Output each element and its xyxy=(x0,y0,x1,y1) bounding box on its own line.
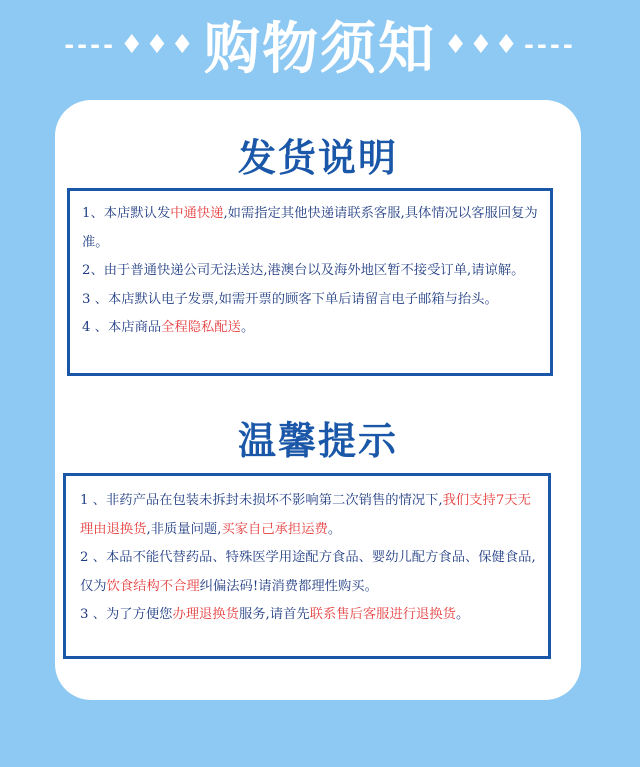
left-dashes: ---- xyxy=(64,31,117,59)
tips-box xyxy=(63,473,551,659)
right-decoration xyxy=(444,30,580,60)
tips-section-title: 温馨提示 xyxy=(237,418,398,463)
page-title: 购物须知 xyxy=(204,17,436,82)
shipping-section-title: 发货说明 xyxy=(237,135,398,180)
left-diamond-icons: ♦♦♦ xyxy=(120,30,196,60)
tips-item-3: 3 、为了方便您办理退换货服务,请首先联系售后客服进行退换货。 xyxy=(80,607,470,622)
shipping-item-2: 2、由于普通快递公司无法送达,港澳台以及海外地区暂不接受订单,请谅解。 xyxy=(82,263,525,278)
shipping-box xyxy=(67,188,553,376)
right-dashes: ---- xyxy=(523,31,576,59)
shipping-item-3: 3 、本店默认电子发票,如需开票的顾客下单后请留言电子邮箱与抬头。 xyxy=(82,291,498,307)
shipping-item-1: 1、本店默认发中通快递,如需指定其他快递请联系客服,具体情况以客服回复为准。 xyxy=(82,206,538,250)
notice-card xyxy=(55,100,581,700)
right-diamond-icons: ♦♦♦ xyxy=(444,30,520,60)
tips-item-1: 1 、非药产品在包装未拆封未损坏不影响第二次销售的情况下,我们支持7天无理由退换货,非质量问题,买家自己承担运费。 xyxy=(80,493,531,537)
shipping-item-4: 4 、本店商品全程隐私配送。 xyxy=(82,320,255,335)
left-decoration xyxy=(60,30,196,60)
tips-item-2: 2 、本品不能代替药品、特殊医学用途配方食品、婴幼儿配方食品、保健食品, 仅为饮食结构不合理纠偏法码!请消费都理性购买。 xyxy=(80,550,536,594)
header-banner xyxy=(0,0,640,90)
